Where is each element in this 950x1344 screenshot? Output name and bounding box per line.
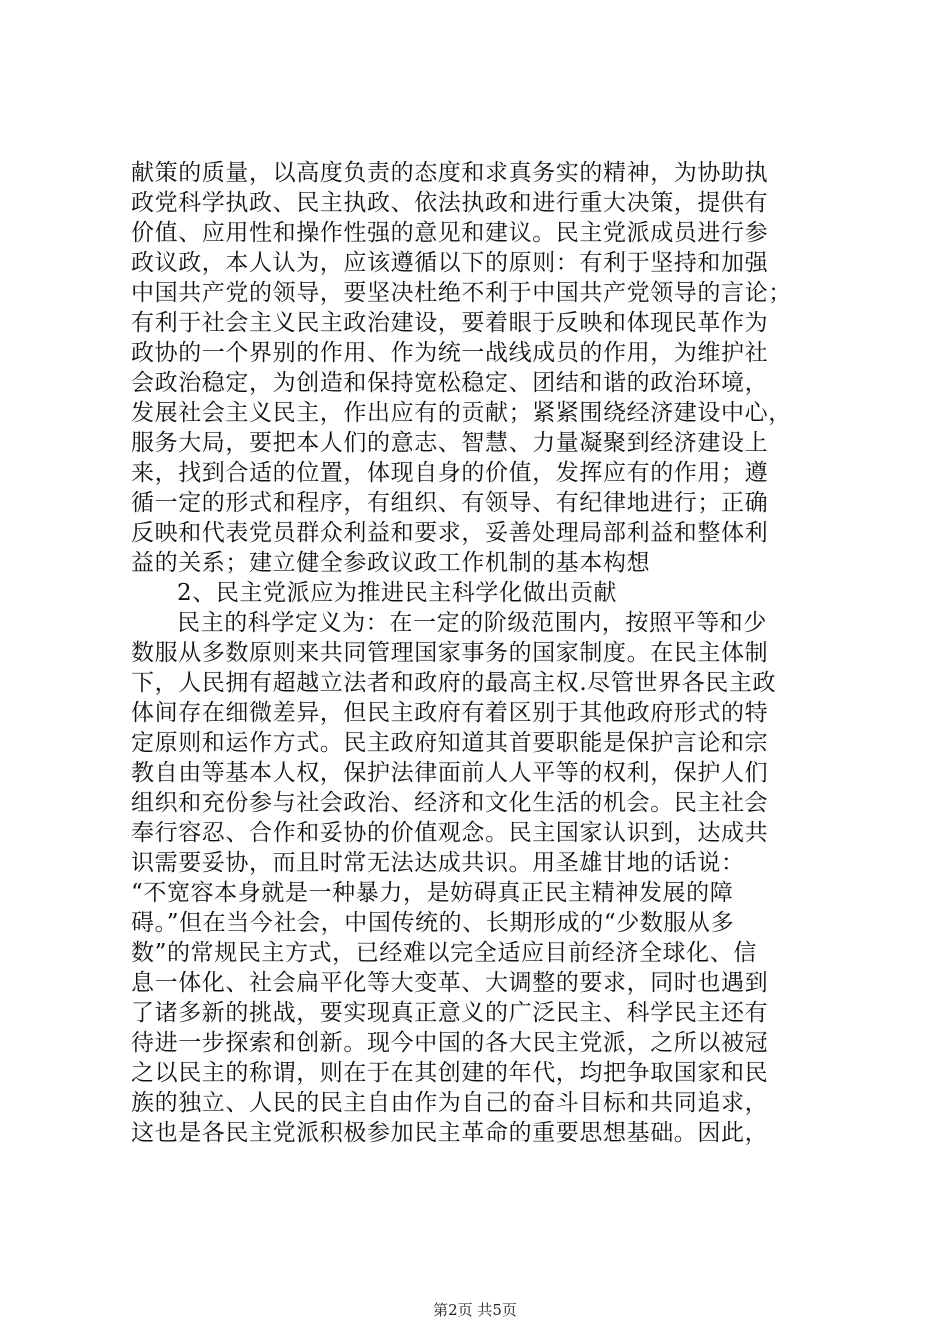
paragraph-2 [131,608,831,1148]
text-line: 数服从多数原则来共同管理国家事务的国家制度。在民主体制 [131,640,769,666]
text-line: 碍。”但在当今社会，中国传统的、长期形成的“少数服从多 [131,910,735,936]
paragraph-1 [131,158,831,578]
text-line: 服务大局，要把本人们的意志、智慧、力量凝聚到经济建设上 [131,430,769,456]
document-body [131,158,831,1148]
text-line: 体间存在细微差异，但民主政府有着区别于其他政府形式的特 [131,700,769,726]
text-line: 民主的科学定义为：在一定的阶级范围内，按照平等和少 [177,610,767,636]
text-line: 政党科学执政、民主执政、依法执政和进行重大决策，提供有 [131,190,769,216]
text-line: 之以民主的称谓，则在于在其创建的年代，均把争取国家和民 [131,1060,769,1086]
text-line: 数”的常规民主方式，已经难以完全适应目前经济全球化、信 [131,940,757,966]
text-line: 组织和充份参与社会政治、经济和文化生活的机会。民主社会 [131,790,769,816]
text-line: 会政治稳定，为创造和保持宽松稳定、团结和谐的政治环境， [131,370,769,396]
text-line: 反映和代表党员群众利益和要求，妥善处理局部利益和整体利 [131,520,769,546]
text-line: 来，找到合适的位置，体现自身的价值，发挥应有的作用；遵 [131,460,769,486]
text-line: 下，人民拥有超越立法者和政府的最高主权.尽管世界各民主政 [131,670,777,696]
text-line: 发展社会主义民主，作出应有的贡献；紧紧围绕经济建设中心， [131,400,792,426]
text-line: 了诸多新的挑战，要实现真正意义的广泛民主、科学民主还有 [131,1000,769,1026]
text-line: 这也是各民主党派积极参加民主革命的重要思想基础。因此， [131,1120,769,1146]
text-line: 献策的质量，以高度负责的态度和求真务实的精神，为协助执 [131,160,769,186]
text-line: “不宽容本身就是一种暴力，是妨碍真正民主精神发展的障 [131,880,734,906]
text-line: 益的关系；建立健全参政议政工作机制的基本构想 [131,550,651,576]
text-line: 价值、应用性和操作性强的意见和建议。民主党派成员进行参 [131,220,769,246]
text-line: 息一体化、社会扁平化等大变革、大调整的要求，同时也遇到 [131,970,769,996]
section-heading: 2、民主党派应为推进民主科学化做出贡献 [177,580,618,606]
text-line: 族的独立、人民的民主自由作为自己的奋斗目标和共同追求， [131,1090,769,1116]
text-line: 有利于社会主义民主政治建设，要着眼于反映和体现民革作为 [131,310,769,336]
text-line: 教自由等基本人权，保护法律面前人人平等的权利，保护人们 [131,760,769,786]
text-line: 奉行容忍、合作和妥协的价值观念。民主国家认识到，达成共 [131,820,769,846]
page-footer [0,1300,950,1320]
text-line: 定原则和运作方式。民主政府知道其首要职能是保护言论和宗 [131,730,769,756]
text-line: 政议政，本人认为，应该遵循以下的原则：有利于坚持和加强 [131,250,769,276]
text-line: 政协的一个界别的作用、作为统一战线成员的作用，为维护社 [131,340,769,366]
text-line: 循一定的形式和程序，有组织、有领导、有纪律地进行；正确 [131,490,769,516]
text-line: 待进一步探索和创新。现今中国的各大民主党派，之所以被冠 [131,1030,769,1056]
text-line: 识需要妥协，而且时常无法达成共识。用圣雄甘地的话说： [131,850,745,876]
text-line: 中国共产党的领导，要坚决杜绝不利于中国共产党领导的言论； [131,280,792,306]
page-number: 第2页 共5页 [433,1301,517,1319]
